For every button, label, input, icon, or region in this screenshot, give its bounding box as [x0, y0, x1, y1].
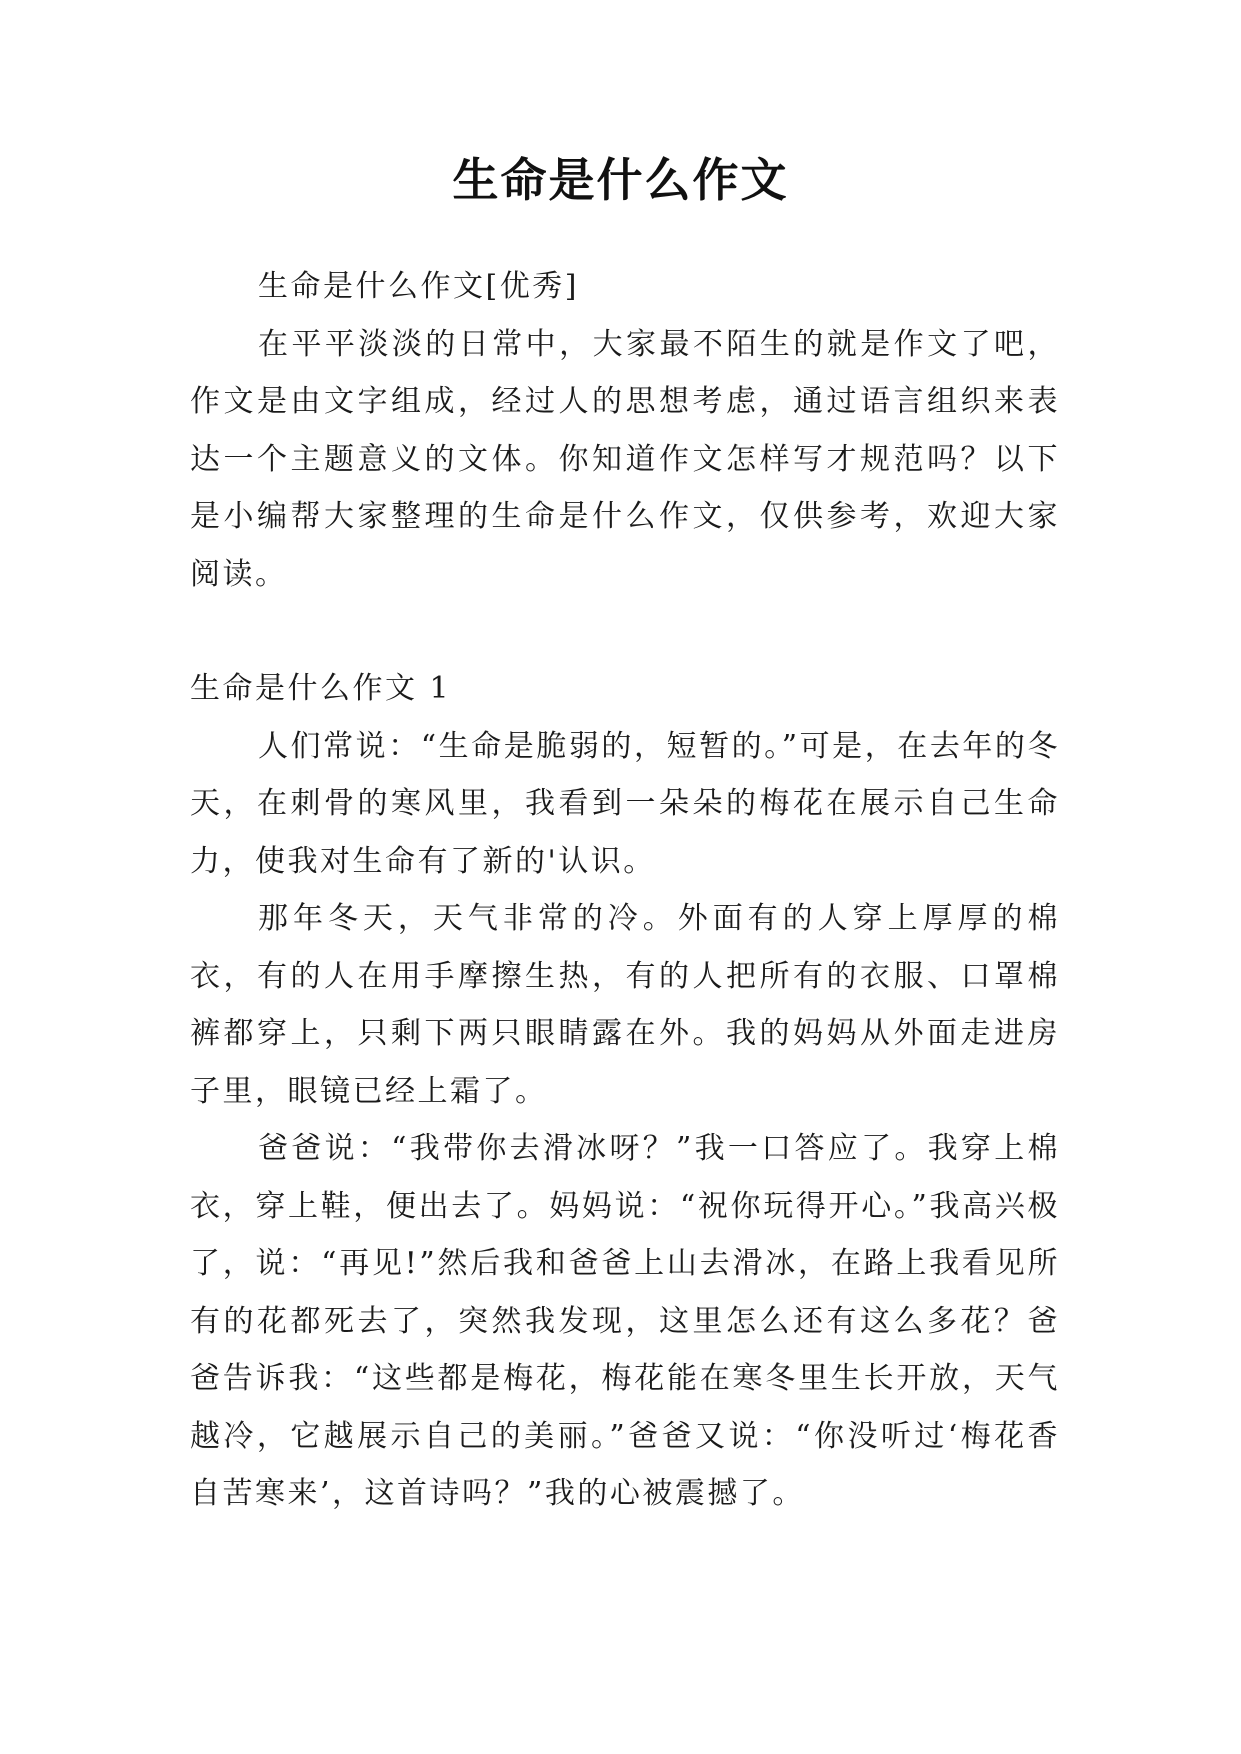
document-subtitle: 生命是什么作文[优秀]	[258, 269, 579, 304]
section-heading: 生命是什么作文 1	[190, 671, 452, 706]
document-title: 生命是什么作文	[452, 153, 789, 207]
intro-paragraph: 在平平淡淡的日常中，大家最不陌生的就是作文了吧，作文是由文字组成，经过人的思想考虑，通过语言组织来表达一个主题意义的文体。你知道作文怎样写才规范吗？以下是小编帮大家整理的生命是什么作文，仅供参考，欢迎大家阅读。	[190, 326, 1060, 592]
body-paragraph: 那年冬天，天气非常的冷。外面有的人穿上厚厚的棉衣，有的人在用手摩擦生热，有的人把所有的衣服、口罩棉裤都穿上，只剩下两只眼睛露在外。我的妈妈从外面走进房子里，眼镜已经上霜了。	[190, 901, 1060, 1109]
document-body	[190, 258, 1060, 1523]
body-paragraph: 爸爸说：“我带你去滑冰呀？”我一口答应了。我穿上棉衣，穿上鞋，便出去了。妈妈说：“祝你玩得开心。”我高兴极了，说：“再见!”然后我和爸爸上山去滑冰，在路上我看见所有的花都死去了，突然我发现，这里怎么还有这么多花？爸爸告诉我：“这些都是梅花，梅花能在寒冬里生长开放，天气越冷，它越展示自己的美丽。”爸爸又说：“你没听过‘梅花香自苦寒来’，这首诗吗？”我的心被震撼了。	[190, 1131, 1060, 1511]
body-paragraph: 人们常说：“生命是脆弱的，短暂的。”可是，在去年的冬天，在刺骨的寒风里，我看到一朵朵的梅花在展示自己生命力，使我对生命有了新的'认识。	[190, 728, 1060, 879]
